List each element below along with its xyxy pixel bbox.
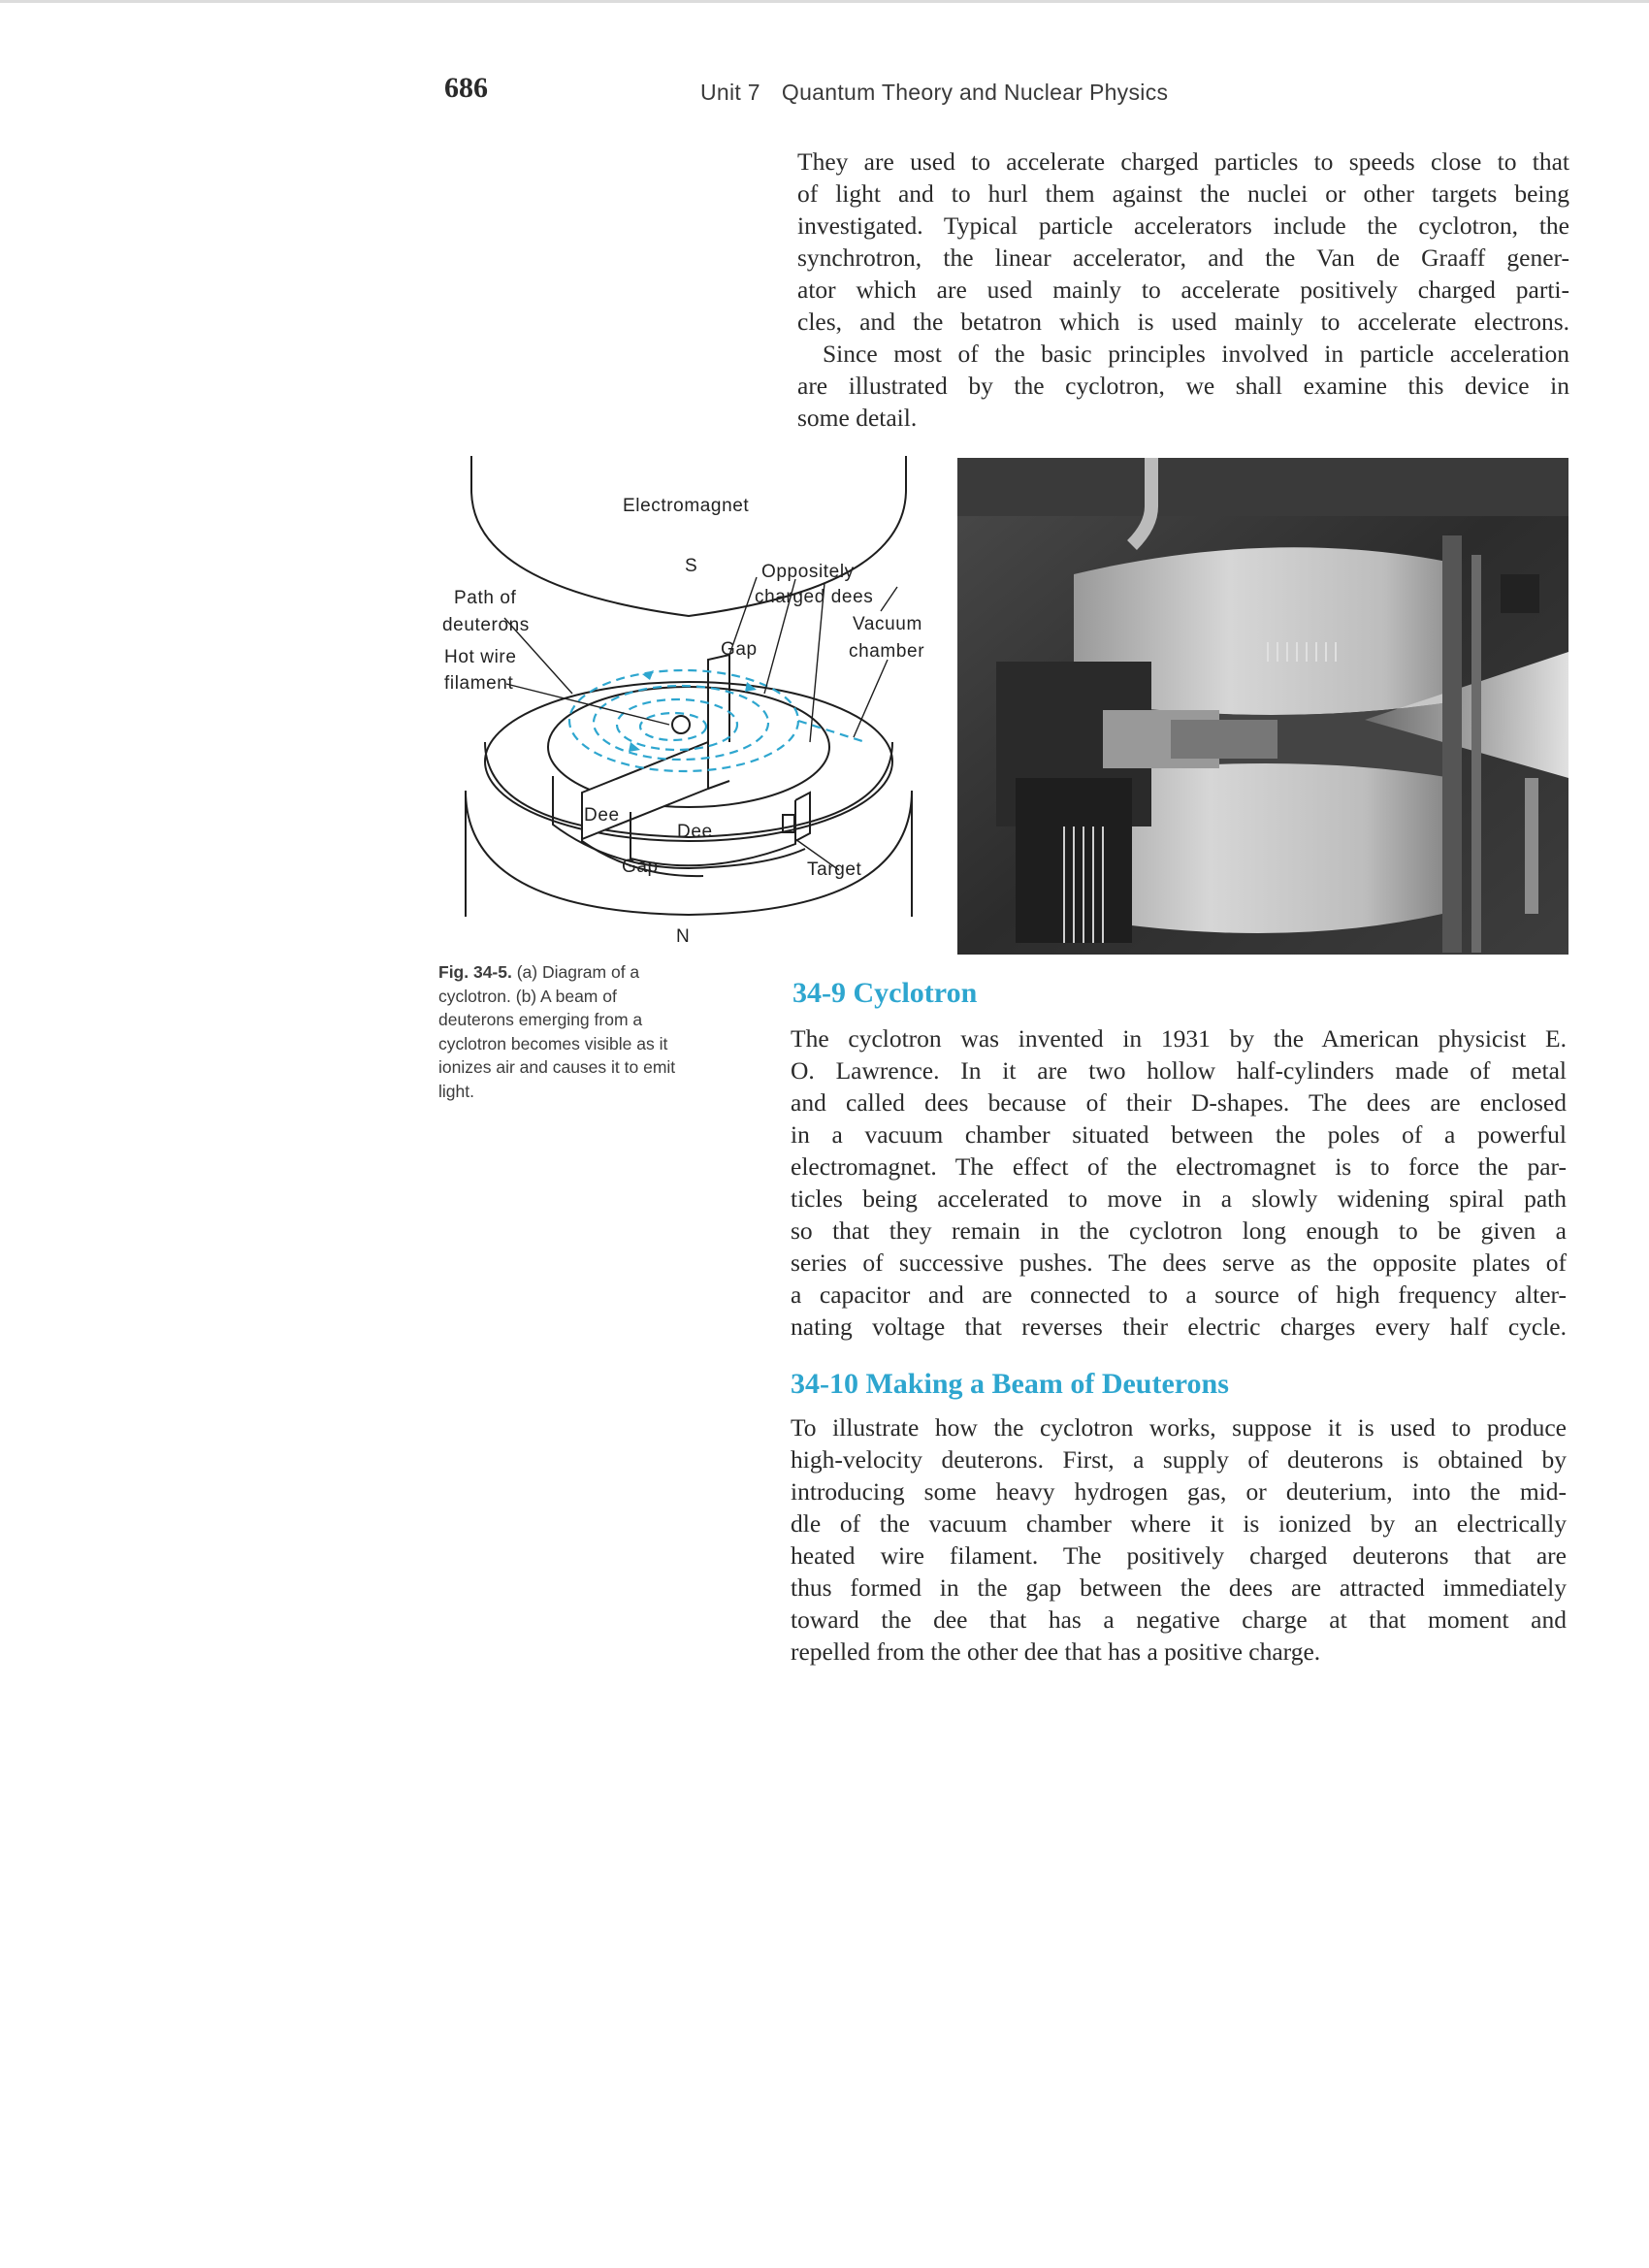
label-electromagnet: Electromagnet (623, 496, 750, 516)
label-charged-dees: charged dees (755, 587, 874, 607)
text-line: O. Lawrence. In it are two hollow half-cylinders made of metal (791, 1056, 1567, 1085)
text-line: some detail. (797, 404, 918, 432)
text-line: are illustrated by the cyclotron, we shall examine this device in (797, 372, 1569, 400)
label-north-pole: N (676, 926, 691, 947)
section-heading-deuterons: 34-10 Making a Beam of Deuterons (791, 1368, 1229, 1400)
text-line: series of successive pushes. The dees serve as the opposite plates of (791, 1248, 1567, 1277)
caption-line: deuterons emerging from a (438, 1010, 643, 1029)
text-line: Since most of the basic principles involved in particle acceleration (823, 340, 1569, 368)
label-oppositely: Oppositely (761, 562, 855, 582)
running-header (700, 80, 1168, 106)
text-line: They are used to accelerate charged particles to speeds close to that (797, 147, 1569, 176)
text-line: investigated. Typical particle accelerators include the cyclotron, the (797, 211, 1569, 240)
label-deuterons: deuterons (442, 615, 530, 635)
label-filament: filament (444, 673, 514, 694)
text-line: ticles being accelerated to move in a slowly widening spiral path (791, 1184, 1567, 1213)
label-gap-top: Gap (721, 639, 758, 660)
caption-line: Fig. 34-5. (a) Diagram of a (438, 962, 640, 982)
text-line: The cyclotron was invented in 1931 by the American physicist E. (791, 1024, 1567, 1053)
label-gap-bottom: Gap (622, 857, 659, 877)
text-line: dle of the vacuum chamber where it is ionized by an electrically (791, 1509, 1567, 1538)
caption-line: cyclotron becomes visible as it (438, 1033, 668, 1053)
caption-line: ionizes air and causes it to emit (438, 1057, 676, 1077)
text-line: thus formed in the gap between the dees are attracted immediately (791, 1573, 1567, 1602)
figure-caption (438, 960, 747, 1103)
cyclotron-paragraph (791, 1022, 1567, 1343)
page-number: 686 (444, 72, 488, 104)
label-path-of: Path of (454, 588, 517, 608)
text-line: of light and to hurl them against the nuclei or other targets being (797, 179, 1569, 208)
text-line: synchrotron, the linear accelerator, and the Van de Graaff gener- (797, 243, 1569, 272)
text-line: ator which are used mainly to accelerate positively charged parti- (797, 275, 1569, 304)
text-line: electromagnet. The effect of the electromagnet is to force the par- (791, 1152, 1567, 1181)
label-dee-left: Dee (584, 805, 620, 826)
text-line: in a vacuum chamber situated between the poles of a powerful (791, 1120, 1567, 1149)
cyclotron-photo (957, 458, 1568, 955)
deuterons-paragraph (791, 1411, 1567, 1668)
label-vacuum: Vacuum (853, 614, 922, 634)
text-line: To illustrate how the cyclotron works, suppose it is used to produce (791, 1413, 1567, 1442)
section-heading-cyclotron: 34-9 Cyclotron (792, 977, 978, 1009)
unit-label: Unit 7 (700, 80, 760, 105)
text-line: heated wire filament. The positively charged deuterons that are (791, 1541, 1567, 1570)
text-line: introducing some heavy hydrogen gas, or deuterium, into the mid- (791, 1477, 1567, 1506)
caption-figure-label: Fig. 34-5. (438, 962, 512, 982)
page-top-edge (0, 0, 1649, 3)
label-dee-right: Dee (677, 822, 713, 842)
text-line: and called dees because of their D-shapes. The dees are enclosed (791, 1088, 1567, 1117)
text-line: high-velocity deuterons. First, a supply of deuterons is obtained by (791, 1445, 1567, 1474)
label-target: Target (807, 859, 862, 880)
text-line: cles, and the betatron which is used mainly to accelerate electrons. (797, 308, 1569, 336)
text-line: a capacitor and are connected to a source of high frequency alter- (791, 1280, 1567, 1309)
label-hot-wire: Hot wire (444, 647, 517, 667)
label-south-pole: S (685, 556, 698, 576)
caption-line: cyclotron. (b) A beam of (438, 986, 617, 1006)
text-line: so that they remain in the cyclotron long enough to be given a (791, 1216, 1567, 1245)
caption-line: light. (438, 1081, 474, 1101)
label-chamber: chamber (849, 641, 925, 662)
text-line: repelled from the other dee that has a positive charge. (791, 1637, 1321, 1666)
text-line: nating voltage that reverses their electric charges every half cycle. (791, 1312, 1567, 1341)
cyclotron-diagram (427, 451, 951, 951)
chapter-title: Quantum Theory and Nuclear Physics (781, 80, 1169, 105)
intro-paragraphs (797, 146, 1569, 434)
text-line: toward the dee that has a negative charge at that moment and (791, 1605, 1567, 1634)
